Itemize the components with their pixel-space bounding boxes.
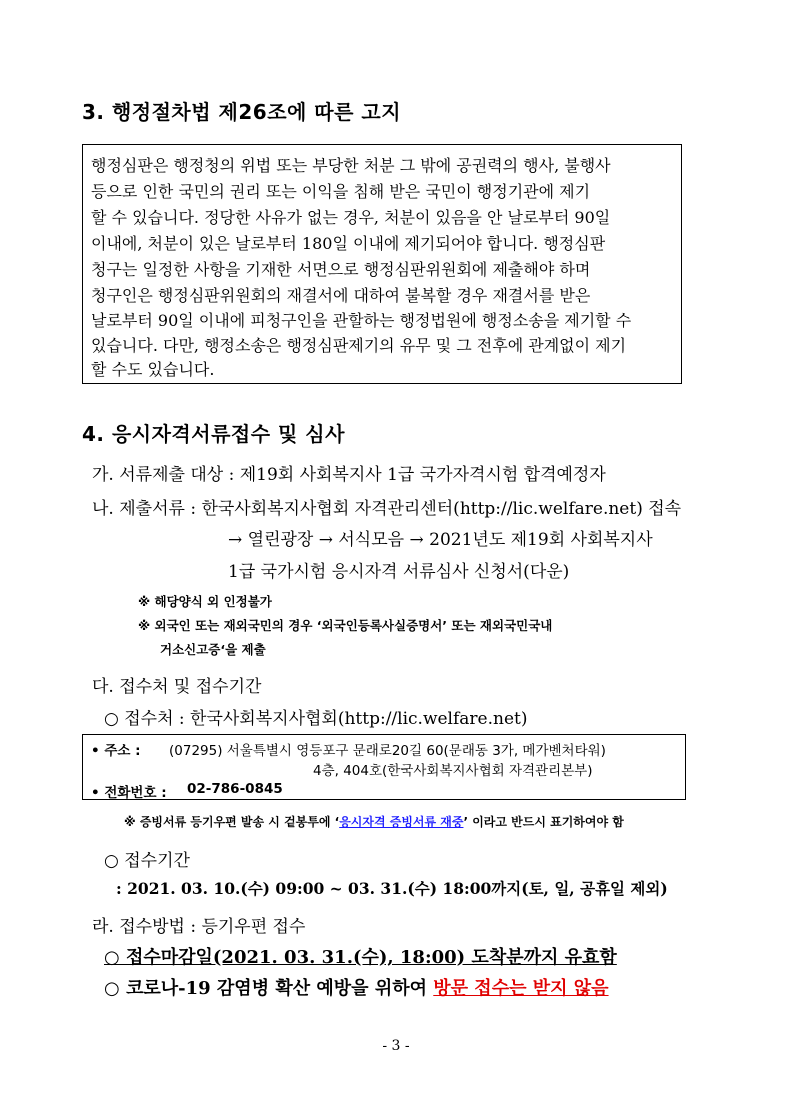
period-value: : 2021. 03. 10.(수) 09:00 ~ 03. 31.(수) 18:00까지(토, 일, 공휴일 제외)	[116, 879, 668, 898]
mail-note-highlight: 응시자격 증빙서류 재중	[339, 815, 464, 829]
mail-note-pre: ※ 증빙서류 등기우편 발송 시 겉봉투에 ‘	[124, 815, 340, 829]
address-line-1: (07295) 서울특별시 영등포구 문래로20길 60(문래동 3가, 메가벤처타워)	[169, 743, 606, 759]
section-4-title: 4. 응시자격서류접수 및 심사	[82, 422, 345, 446]
notice-line: 할 수도 있습니다.	[91, 360, 215, 379]
deadline-line: ○ 접수마감일(2021. 03. 31.(수), 18:00) 도착분까지 유효함	[104, 947, 617, 968]
covid-line	[104, 974, 609, 1000]
notice-line: 이내에, 처분이 있은 날로부터 180일 이내에 제기되어야 합니다. 행정심판	[91, 234, 606, 253]
page-number: - 3 -	[382, 1038, 410, 1054]
phone-number: 02-786-0845	[187, 781, 283, 797]
notice-line: 등으로 인한 국민의 권리 또는 이익을 침해 받은 국민이 행정기관에 제기	[91, 182, 591, 201]
address-label: • 주소 :	[91, 743, 141, 759]
item-na-path: → 열린광장 → 서식모음 → 2021년도 제19회 사회복지사	[228, 530, 653, 550]
item-na: 나. 제출서류 : 한국사회복지사협회 자격관리센터(http://lic.welfare.net) 접속	[92, 499, 682, 519]
covid-pre: ○ 코로나-19 감염병 확산 예방을 위하여	[104, 978, 434, 999]
notice-line: 청구인은 행정심판위원회의 재결서에 대하여 불복할 경우 재결서를 받은	[91, 286, 591, 305]
item-na-form: 1급 국가시험 응시자격 서류심사 신청서(다운)	[228, 562, 570, 582]
item-ra: 라. 접수방법 : 등기우편 접수	[92, 917, 306, 937]
note-form-only: ※ 해당양식 외 인정불가	[138, 594, 272, 609]
note-foreigner-cont: 거소신고증‘을 제출	[160, 642, 266, 657]
mail-note-post: ’ 이라고 반드시 표기하여야 함	[463, 815, 624, 829]
period-label: ○ 접수기간	[104, 851, 190, 871]
phone-label: • 전화번호 :	[91, 785, 167, 801]
mail-note	[124, 813, 624, 830]
address-line-2: 4층, 404호(한국사회복지사협회 자격관리본부)	[313, 763, 593, 779]
notice-line: 행정심판은 행정청의 위법 또는 부당한 처분 그 밖에 공권력의 행사, 불행사	[91, 156, 611, 175]
section-3-title: 3. 행정절차법 제26조에 따른 고지	[82, 100, 402, 124]
note-foreigner: ※ 외국인 또는 재외국민의 경우 ‘외국인등록사실증명서’ 또는 재외국민국내	[138, 618, 553, 633]
covid-red: 방문 접수는 받지 않음	[433, 978, 609, 999]
notice-line: 할 수 있습니다. 정당한 사유가 없는 경우, 처분이 있음을 안 날로부터 90일	[91, 208, 611, 227]
item-ga: 가. 서류제출 대상 : 제19회 사회복지사 1급 국가자격시험 합격예정자	[92, 465, 606, 485]
receiver-line: ○ 접수처 : 한국사회복지사협회(http://lic.welfare.net)	[104, 709, 528, 729]
notice-line: 청구는 일정한 사항을 기재한 서면으로 행정심판위원회에 제출해야 하며	[91, 260, 591, 279]
item-da: 다. 접수처 및 접수기간	[92, 677, 262, 697]
notice-line: 날로부터 90일 이내에 피청구인을 관할하는 행정법원에 행정소송을 제기할 수	[91, 311, 632, 330]
notice-box	[82, 144, 682, 384]
address-box	[82, 734, 686, 800]
notice-line: 있습니다. 다만, 행정소송은 행정심판제기의 유무 및 그 전후에 관계없이 제기	[91, 336, 627, 355]
